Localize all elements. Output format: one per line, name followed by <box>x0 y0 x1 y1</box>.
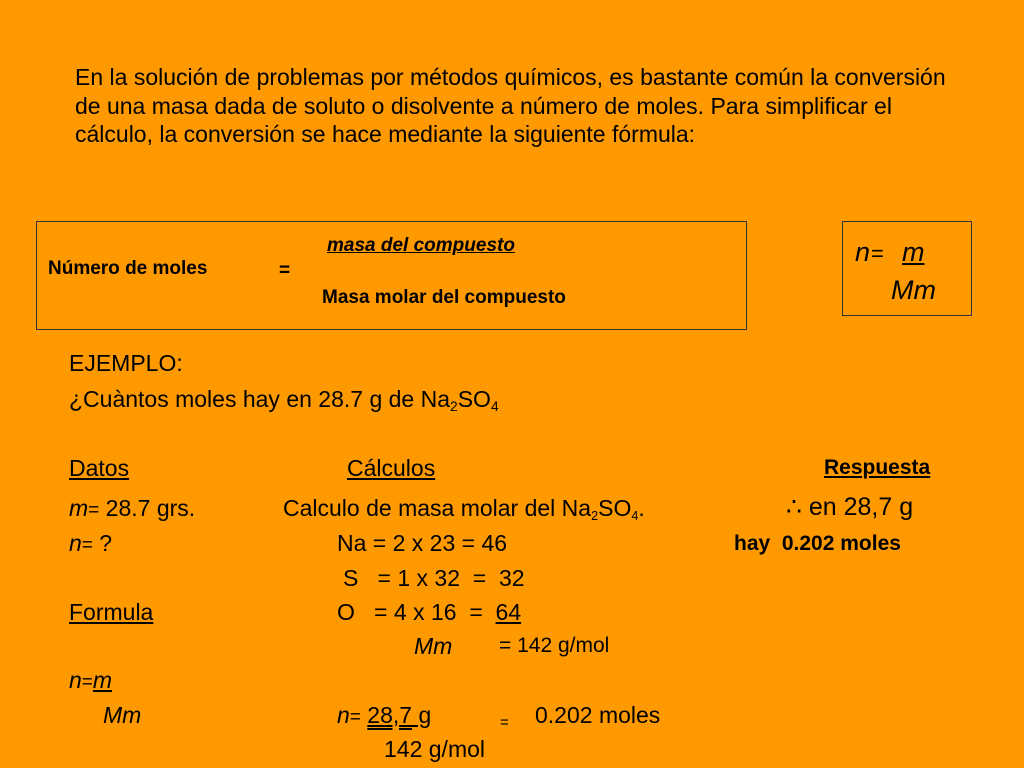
formula-numerator: masa del compuesto <box>327 235 515 256</box>
example-heading: EJEMPLO: <box>69 350 183 376</box>
short-formula-mm: Mm <box>891 275 936 305</box>
calc-result-equals: = <box>500 714 509 731</box>
answer-line-1: ∴ en 28,7 g <box>786 493 914 521</box>
short-formula-eq: = <box>871 241 884 266</box>
formula-equals: = <box>279 260 291 281</box>
datos-moles: n= ? <box>69 530 113 556</box>
calc-o-line: O = 4 x 16 = 64 <box>337 599 522 625</box>
datos-formula-bottom: Mm <box>103 702 142 728</box>
calc-molar-mass-line: Calculo de masa molar del $Na_2SO_4$. <box>283 495 645 523</box>
calc-result-value: 0.202 moles <box>535 702 661 728</box>
calc-result-denominator: 142 g/mol <box>384 736 486 762</box>
calc-result-numerator: n= 28,7 g <box>337 702 432 728</box>
short-formula-n: n <box>855 237 871 267</box>
example-question: ¿Cuàntos moles hay en 28.7 g de $Na_2SO_4$ <box>69 386 499 414</box>
calc-mm-value: = 142 g/mol <box>499 634 610 657</box>
datos-formula-top: n=m <box>69 667 113 693</box>
formula-denominator: Masa molar del compuesto <box>322 287 566 308</box>
column-respuesta: Respuesta <box>824 456 931 479</box>
column-datos: Datos <box>69 455 130 481</box>
answer-line-2: hay 0.202 moles <box>734 532 901 555</box>
calc-s-line: S = 1 x 32 = 32 <box>343 565 525 591</box>
short-formula-m: m <box>902 237 925 267</box>
datos-mass: m= 28.7 grs. <box>69 495 196 521</box>
intro-paragraph: En la solución de problemas por métodos químicos, es bastante común la conversión de una masa dada de soluto o disolvente a número de moles. Para simplificar el cálculo, la conversión se hace mediante la siguiente fórmula: <box>75 64 946 147</box>
calc-na-line: Na = 2 x 23 = 46 <box>337 530 508 556</box>
formula-label: Número de moles <box>48 258 208 279</box>
column-calculos: Cálculos <box>347 455 436 481</box>
calc-mm-var: Mm <box>414 633 453 659</box>
datos-formula-label: Formula <box>69 599 154 625</box>
